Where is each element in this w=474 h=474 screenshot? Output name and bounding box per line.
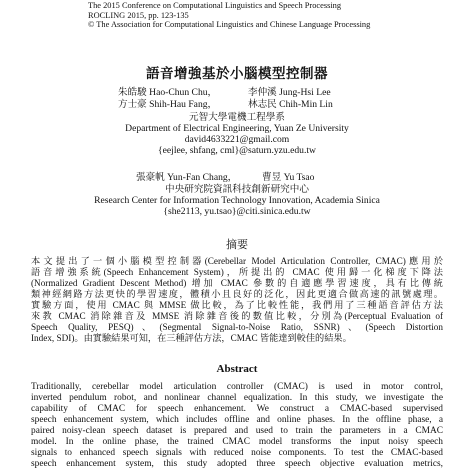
author-row [0, 87, 474, 99]
text-line: 本文提出了一個小腦模型控制器(Cerebellar Model Articulation Controller, CMAC)應用於 [31, 256, 443, 266]
affiliation-yzu [0, 112, 474, 156]
author-name: 林志民 Chih-Min Lin [248, 99, 333, 110]
text-line: 來教 CMAC 消除雜音及 MMSE 消除雜音後的數值比較，分別為(Perceptual Evaluation of [31, 311, 443, 321]
author-name: 方士豪 Shih-Hau Fang， [118, 99, 218, 110]
abstract-zh-heading: 摘要 [226, 239, 248, 251]
email-line: {she2113, yu.tsao}@citi.sinica.edu.tw [163, 206, 311, 217]
affiliation-en: Department of Electrical Engineering, Yuan Ze University [125, 123, 349, 134]
author-name: 朱皓駿 Hao-Chun Chu， [118, 87, 218, 98]
header-line: ROCLING 2015, pp. 123-135 [88, 10, 189, 20]
header-line: © The Association for Computational Linguistics and Chinese Language Processing [88, 20, 371, 30]
authors-block-2 [0, 172, 474, 184]
text-line: Speech Quality, PESQ)、(Segmental Signal-to-Noise Ratio, SSNR)、(Speech Distortion [31, 322, 443, 332]
author-row [0, 172, 474, 184]
text-line: model. In the online phase, the trained CMAC model transforms the input noisy speech [31, 437, 443, 447]
text-line: inverted pendulum robot, and nonlinear channel equalization. In this study, we investigate the [31, 393, 443, 403]
text-line: 語音增強系統(Speech Enhancement System)，所提出的 CMAC 使用歸一化梯度下降法 [31, 267, 443, 277]
text-line: capability of CMAC for speech enhancement. We construct a CMAC-based supervised [31, 404, 443, 414]
text-line: Traditionally, cerebellar model articulation controller (CMAC) is used in motor control, [31, 382, 443, 392]
text-line: speech enhancement system, this study adopted three speech objective evaluation metrics, [31, 459, 443, 469]
authors-block-1 [0, 87, 474, 111]
abstract-en-heading: Abstract [216, 363, 258, 375]
paper-title: 語音增強基於小腦模型控制器 [146, 66, 328, 81]
text-line: 類神經網路方法更快的學習速度，體積小且良好的泛化，因此更適合做高速的訊號處理。 [31, 289, 443, 299]
affiliation-en: Research Center for Information Technology Innovation, Academia Sinica [94, 195, 380, 206]
author-name: 曹昱 Yu Tsao [262, 172, 315, 183]
text-line: signals to enhanced speech signals with reduced noise components. To test the CMAC-based [31, 448, 443, 458]
author-name: 李仲溪 Jung-Hsi Lee [248, 87, 331, 98]
abstract-en-body [31, 382, 443, 470]
abstract-zh-body [31, 256, 443, 344]
conference-header [88, 1, 370, 30]
affiliation-zh: 元智大學電機工程學系 [189, 112, 285, 123]
email-line: david4633221@gmail.com [184, 134, 290, 145]
text-line: paired noisy-clean speech dataset is prepared and used to train the parameters in a CMAC [31, 426, 443, 436]
email-line: {eejlee, shfang, cml}@saturn.yzu.edu.tw [158, 145, 316, 156]
text-line: speech enhancement system, which includes offline and online phases. In the offline phase, a [31, 415, 443, 425]
text-line: Index, SDI)。由實驗結果可知，在三種評估方法，CMAC 皆能達到較佳的結果。 [31, 333, 352, 343]
author-name: 張豪帆 Yun-Fan Chang， [136, 172, 238, 183]
text-line: 實驗方面，使用 CMAC 與 MMSE 做比較，為了比較性能，我們用了三種語音評估方法 [31, 300, 443, 310]
affiliation-sinica [0, 184, 474, 217]
text-line: (Normalized Gradient Descent Method) 增加 CMAC 參數的自適應學習速度，具有比傳統 [31, 278, 443, 288]
author-row [0, 99, 474, 111]
affiliation-zh: 中央研究院資訊科技創新研究中心 [165, 184, 309, 195]
header-line: The 2015 Conference on Computational Linguistics and Speech Processing [88, 1, 342, 10]
